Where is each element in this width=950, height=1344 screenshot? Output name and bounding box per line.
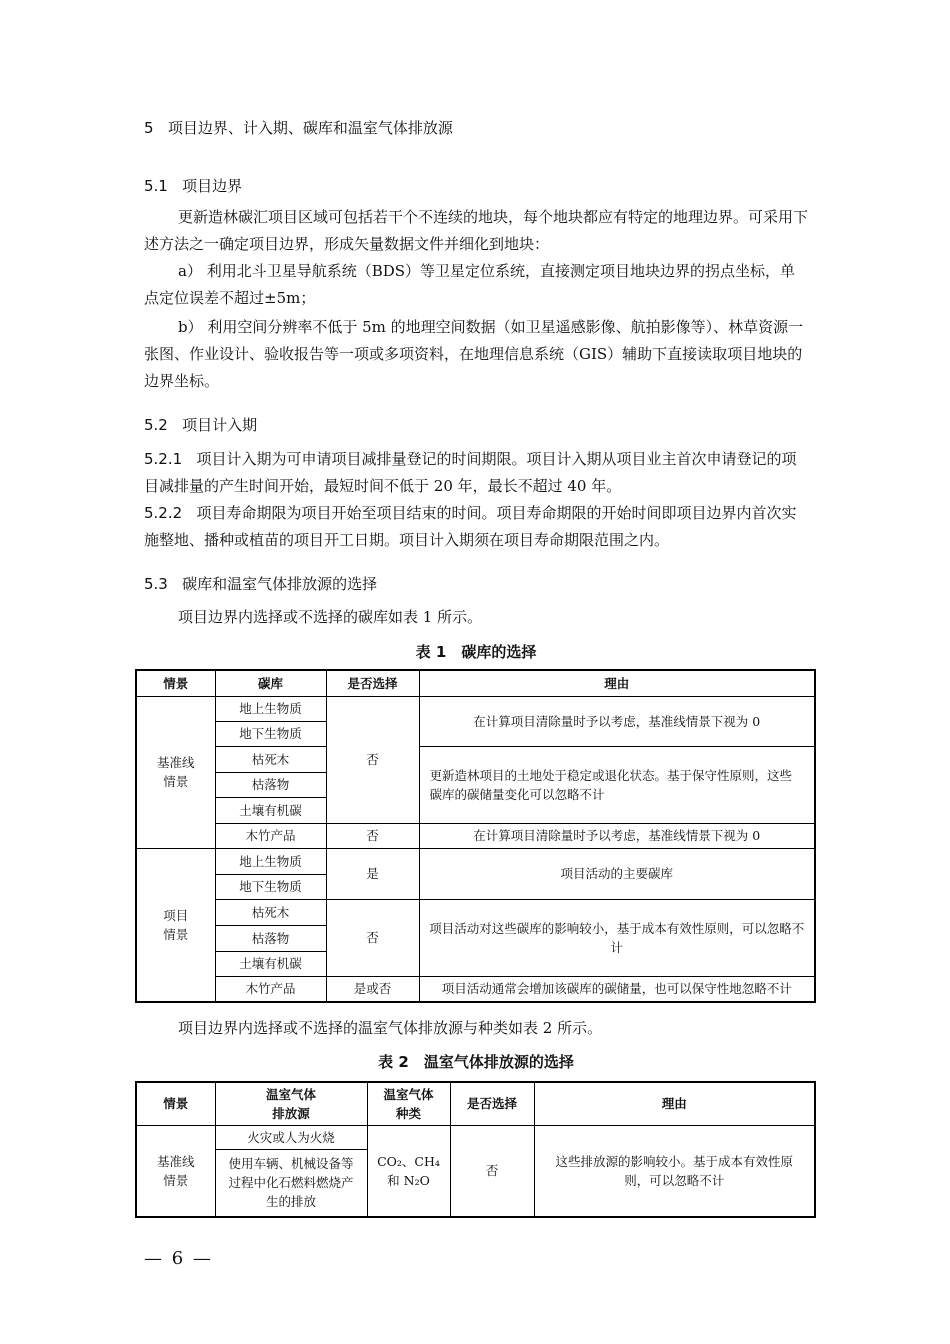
table-2: [135, 1081, 816, 1218]
section-5-3-heading: [144, 573, 377, 594]
pool-cell: 地下生物质: [215, 874, 326, 899]
header-cell: 理由: [419, 670, 815, 696]
section-5-2-heading: [144, 414, 257, 435]
pool-cell: 地下生物质: [215, 721, 326, 746]
reason-cell: 项目活动通常会增加该碳库的碳储量，也可以保守性地忽略不计: [419, 976, 815, 1002]
paragraph-5-3: 项目边界内选择或不选择的碳库如表 1 所示。: [178, 608, 483, 626]
source-cell: 火灾或人为火烧: [215, 1125, 367, 1149]
table-row: [136, 976, 815, 1002]
reason-cell: 在计算项目清除量时予以考虑，基准线情景下视为 0: [419, 696, 815, 746]
list-item-a: a） 利用北斗卫星导航系统（BDS）等卫星定位系统，直接测定项目地块边界的拐点坐标，单点定位误差不超过±5m；: [144, 262, 796, 307]
section-title: 项目边界、计入期、碳库和温室气体排放源: [167, 119, 453, 137]
clause-number: 5.2.1: [144, 450, 183, 468]
pool-cell: 枯死木: [215, 746, 326, 772]
section-number: 5.2: [144, 416, 168, 434]
reason-cell: 这些排放源的影响较小。基于成本有效性原则，可以忽略不计: [534, 1125, 815, 1217]
clause-text: 项目寿命期限为项目开始至项目结束的时间。项目寿命期限的开始时间即项目边界内首次实施整地、播种或植苗的项目开工日期。项目计入期须在项目寿命期限范围之内。: [144, 504, 797, 549]
list-item-b: b） 利用空间分辨率不低于 5m 的地理空间数据（如卫星遥感影像、航拍影像等）、林草资源一张图、作业设计、验收报告等一项或多项资料，在地理信息系统（GIS）辅助下直接读取项目地块的边界坐标。: [144, 318, 804, 390]
pool-cell: 土壤有机碳: [215, 951, 326, 976]
reason-cell: 项目活动对这些碳库的影响较小，基于成本有效性原则，可以忽略不计: [419, 899, 815, 976]
page-number: — 6 —: [144, 1248, 213, 1269]
header-cell: 是否选择: [450, 1082, 534, 1125]
pool-cell: 枯死木: [215, 899, 326, 925]
table-2-caption: 表 2 温室气体排放源的选择: [378, 1053, 574, 1071]
paragraph-5-2-2: [144, 500, 808, 554]
scenario-cell: 基准线 情景: [136, 1125, 215, 1217]
source-cell: 使用车辆、机械设备等过程中化石燃料燃烧产生的排放: [215, 1149, 367, 1217]
table-header-row: [136, 670, 815, 696]
clause-text: 项目计入期为可申请项目减排量登记的时间期限。项目计入期从项目业主首次申请登记的项目减排量的产生时间开始，最短时间不低于 20 年，最长不超过 40 年。: [144, 450, 797, 495]
table-header-row: [136, 1082, 815, 1125]
section-number: 5.1: [144, 177, 168, 195]
table-row: [136, 899, 815, 925]
paragraph-5-1: 更新造林碳汇项目区域可包括若干个不连续的地块，每个地块都应有特定的地理边界。可采用下述方法之一确定项目边界，形成矢量数据文件并细化到地块：: [144, 208, 809, 253]
table-1: [135, 669, 816, 1003]
table-row: [136, 823, 815, 848]
header-cell: 情景: [136, 1082, 215, 1125]
section-title: 项目计入期: [182, 416, 258, 434]
selection-cell: 是或否: [326, 976, 419, 1002]
section-title: 项目边界: [182, 177, 243, 195]
section-5-heading: [144, 117, 453, 138]
reason-cell: 项目活动的主要碳库: [419, 848, 815, 899]
header-cell: 温室气体 排放源: [215, 1082, 367, 1125]
table-row: [136, 1125, 815, 1149]
gas-cell: CO₂、CH₄ 和 N₂O: [367, 1125, 450, 1217]
section-5-1-heading: [144, 175, 242, 196]
reason-cell: 更新造林项目的土地处于稳定或退化状态。基于保守性原则，这些碳库的碳储量变化可以忽略不计: [419, 746, 815, 823]
scenario-cell: 项目 情景: [136, 848, 215, 1002]
selection-cell: 是: [326, 848, 419, 899]
selection-cell: 否: [326, 696, 419, 823]
header-cell: 是否选择: [326, 670, 419, 696]
paragraph-5-2-1: [144, 446, 808, 500]
pool-cell: 木竹产品: [215, 823, 326, 848]
table-row: [136, 848, 815, 874]
selection-cell: 否: [450, 1125, 534, 1217]
header-cell: 情景: [136, 670, 215, 696]
table-row: [136, 696, 815, 721]
table-row: [136, 746, 815, 772]
reason-cell: 在计算项目清除量时予以考虑，基准线情景下视为 0: [419, 823, 815, 848]
header-cell: 理由: [534, 1082, 815, 1125]
pool-cell: 枯落物: [215, 925, 326, 951]
header-cell: 碳库: [215, 670, 326, 696]
pool-cell: 枯落物: [215, 772, 326, 797]
selection-cell: 否: [326, 899, 419, 976]
selection-cell: 否: [326, 823, 419, 848]
table-1-caption: 表 1 碳库的选择: [415, 643, 537, 661]
section-number: 5.3: [144, 575, 168, 593]
pool-cell: 地上生物质: [215, 696, 326, 721]
pool-cell: 地上生物质: [215, 848, 326, 874]
pool-cell: 木竹产品: [215, 976, 326, 1002]
paragraph-5-3-b: 项目边界内选择或不选择的温室气体排放源与种类如表 2 所示。: [178, 1019, 603, 1037]
section-number: 5: [144, 119, 154, 137]
pool-cell: 土壤有机碳: [215, 797, 326, 823]
clause-number: 5.2.2: [144, 504, 183, 522]
scenario-cell: 基准线 情景: [136, 696, 215, 848]
header-cell: 温室气体 种类: [367, 1082, 450, 1125]
section-title: 碳库和温室气体排放源的选择: [182, 575, 378, 593]
